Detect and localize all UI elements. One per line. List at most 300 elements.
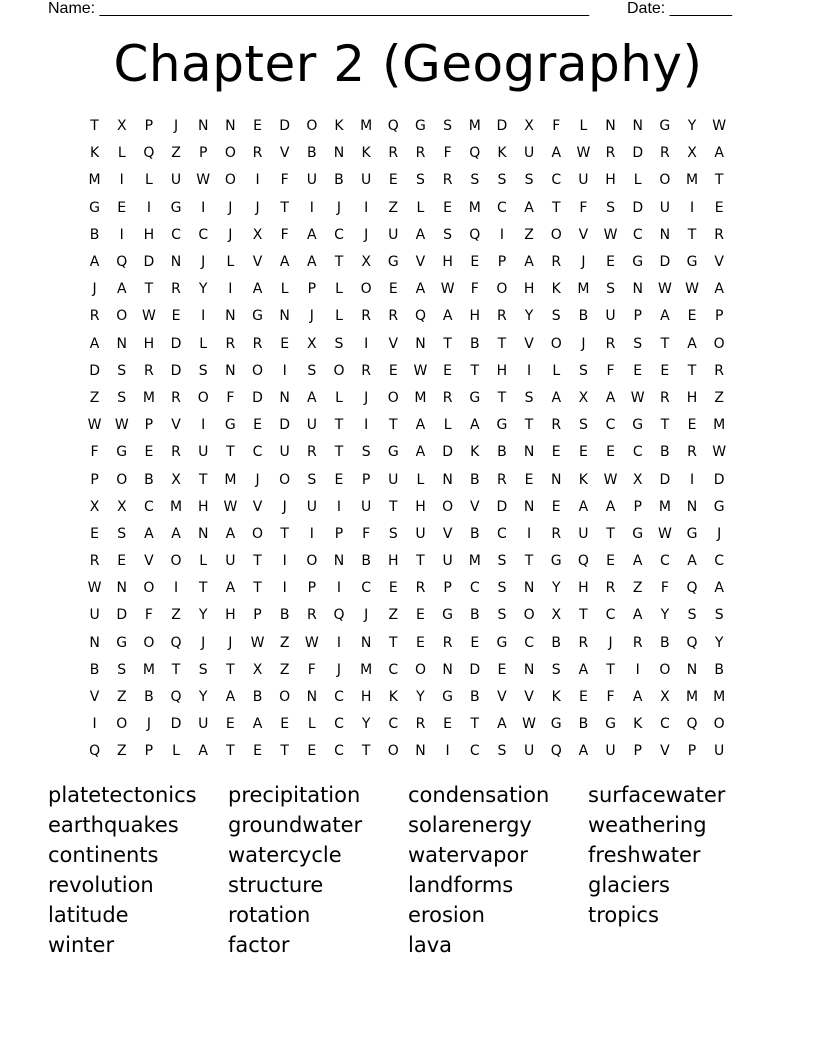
grid-letter: T <box>334 417 344 434</box>
grid-letter: S <box>524 172 534 189</box>
grid-letter: U <box>605 308 616 325</box>
grid-letter: P <box>198 145 208 162</box>
grid-letter: X <box>632 471 643 488</box>
grid-letter: S <box>198 362 208 379</box>
grid-letter: S <box>497 553 507 570</box>
grid-row <box>81 630 733 657</box>
grid-letter: A <box>497 716 507 733</box>
grid-letter: H <box>143 335 155 352</box>
word-bank-column <box>228 780 408 960</box>
grid-letter: E <box>334 471 344 488</box>
grid-letter: I <box>336 580 342 597</box>
grid-letter: M <box>685 689 699 706</box>
grid-letter: R <box>442 389 453 406</box>
grid-row <box>81 602 733 629</box>
grid-letter: E <box>551 498 561 515</box>
grid-letter: I <box>445 743 450 760</box>
grid-letter: R <box>497 471 507 488</box>
grid-letter: B <box>578 716 589 733</box>
word-bank-item: weathering <box>588 813 707 837</box>
grid-letter: H <box>388 553 399 570</box>
grid-letter: T <box>253 553 262 570</box>
grid-letter: Q <box>116 254 128 271</box>
grid-letter: G <box>659 118 671 135</box>
grid-letter: A <box>660 308 670 325</box>
grid-letter: J <box>228 634 233 651</box>
grid-letter: W <box>413 362 428 379</box>
grid-letter: X <box>687 145 697 162</box>
grid-letter: J <box>173 118 179 135</box>
grid-letter: U <box>361 498 372 515</box>
grid-letter: S <box>117 389 127 406</box>
grid-letter: D <box>279 417 291 434</box>
grid-letter: I <box>201 417 206 434</box>
word-bank-item: continents <box>48 843 159 867</box>
grid-letter: P <box>334 525 344 542</box>
grid-letter: H <box>143 226 155 243</box>
grid-letter: R <box>551 417 562 434</box>
grid-letter: R <box>388 145 399 162</box>
grid-letter: U <box>170 172 182 189</box>
grid-letter: Y <box>198 607 208 624</box>
grid-letter: H <box>225 607 236 624</box>
grid-letter: L <box>443 417 452 434</box>
grid-letter: Q <box>469 145 481 162</box>
date-field[interactable]: Date: _______ <box>627 0 732 17</box>
grid-letter: H <box>605 172 616 189</box>
grid-letter: N <box>632 118 643 135</box>
grid-row <box>81 195 733 222</box>
grid-letter: J <box>228 199 233 216</box>
grid-letter: L <box>199 553 208 570</box>
grid-letter: R <box>551 525 562 542</box>
grid-letter: E <box>633 362 643 379</box>
grid-letter: A <box>605 498 616 515</box>
grid-letter: C <box>334 743 344 760</box>
grid-letter: R <box>144 362 154 379</box>
grid-letter: S <box>714 607 724 624</box>
grid-letter: X <box>116 118 127 135</box>
grid-letter: C <box>714 553 725 570</box>
word-search-grid <box>81 113 733 766</box>
grid-letter: K <box>497 145 507 162</box>
grid-letter: F <box>606 362 615 379</box>
grid-letter: R <box>388 308 399 325</box>
grid-letter: E <box>253 118 262 135</box>
grid-letter: U <box>306 172 317 189</box>
grid-letter: P <box>144 743 154 760</box>
grid-letter: E <box>606 254 615 271</box>
grid-letter: G <box>442 607 454 624</box>
grid-letter: N <box>523 580 535 597</box>
word-bank-item: winter <box>48 933 115 957</box>
grid-letter: B <box>89 661 100 678</box>
grid-letter: G <box>415 118 426 135</box>
grid-letter: O <box>387 743 399 760</box>
grid-letter: E <box>307 743 317 760</box>
grid-letter: U <box>279 444 290 461</box>
name-field[interactable]: Name: _______________________________________________________ <box>48 0 589 17</box>
grid-letter: W <box>304 634 319 651</box>
grid-letter: T <box>226 661 235 678</box>
grid-letter: R <box>605 335 616 352</box>
grid-letter: B <box>578 308 589 325</box>
grid-letter: A <box>252 281 263 298</box>
grid-letter: T <box>551 199 561 216</box>
grid-letter: O <box>713 716 725 733</box>
grid-letter: I <box>527 525 532 542</box>
grid-letter: J <box>581 335 586 352</box>
grid-letter: A <box>225 525 236 542</box>
grid-letter: A <box>632 607 643 624</box>
grid-letter: A <box>524 199 534 216</box>
grid-letter: L <box>416 471 425 488</box>
grid-letter: A <box>307 389 317 406</box>
grid-letter: N <box>550 471 562 488</box>
grid-letter: R <box>714 226 725 243</box>
grid-letter: G <box>116 634 128 651</box>
grid-letter: E <box>280 716 290 733</box>
grid-letter: P <box>497 254 507 271</box>
grid-letter: T <box>524 553 534 570</box>
grid-letter: V <box>89 689 100 706</box>
grid-letter: F <box>307 661 316 678</box>
grid-letter: G <box>632 417 644 434</box>
grid-letter: K <box>551 281 561 298</box>
grid-letter: G <box>496 417 508 434</box>
grid-letter: G <box>252 308 263 325</box>
grid-row <box>81 466 733 493</box>
grid-letter: V <box>660 743 670 760</box>
grid-letter: T <box>198 471 208 488</box>
grid-letter: P <box>307 281 317 298</box>
grid-letter: E <box>144 444 154 461</box>
grid-letter: R <box>171 389 181 406</box>
grid-letter: J <box>581 254 586 271</box>
grid-letter: N <box>197 525 209 542</box>
word-bank-column <box>408 780 588 960</box>
grid-letter: T <box>470 716 480 733</box>
grid-letter: U <box>361 172 372 189</box>
grid-letter: R <box>415 716 426 733</box>
grid-letter: A <box>714 145 724 162</box>
grid-letter: C <box>605 607 616 624</box>
grid-letter: X <box>89 498 100 515</box>
grid-letter: A <box>225 689 236 706</box>
grid-row <box>81 439 733 466</box>
grid-letter: D <box>143 254 155 271</box>
grid-letter: I <box>201 308 206 325</box>
grid-letter: O <box>143 634 155 651</box>
grid-letter: E <box>470 254 480 271</box>
grid-letter: A <box>144 525 154 542</box>
grid-letter: L <box>144 172 153 189</box>
grid-letter: A <box>415 226 426 243</box>
grid-letter: B <box>714 661 724 678</box>
grid-letter: N <box>360 634 372 651</box>
grid-letter: O <box>197 389 209 406</box>
grid-letter: M <box>658 498 671 515</box>
grid-letter: D <box>659 254 671 271</box>
grid-letter: A <box>605 389 616 406</box>
word-bank-item: rotation <box>228 903 311 927</box>
grid-letter: V <box>388 335 399 352</box>
word-bank-item: freshwater <box>588 843 701 867</box>
grid-letter: N <box>333 145 345 162</box>
grid-letter: C <box>632 226 643 243</box>
grid-letter: A <box>89 254 100 271</box>
grid-letter: M <box>685 172 699 189</box>
grid-letter: E <box>443 716 453 733</box>
grid-letter: D <box>170 716 182 733</box>
grid-letter: W <box>630 389 645 406</box>
grid-letter: O <box>252 362 264 379</box>
grid-letter: W <box>522 716 536 733</box>
grid-letter: A <box>551 389 562 406</box>
grid-letter: X <box>660 689 670 706</box>
grid-letter: Z <box>632 580 643 597</box>
grid-letter: L <box>280 281 289 298</box>
word-bank-item: watercycle <box>228 843 342 867</box>
grid-letter: J <box>309 308 314 325</box>
grid-letter: W <box>712 118 727 135</box>
grid-letter: I <box>173 580 179 597</box>
grid-letter: A <box>578 498 589 515</box>
grid-letter: M <box>142 661 155 678</box>
grid-letter: O <box>442 498 454 515</box>
grid-letter: I <box>146 199 151 216</box>
grid-letter: K <box>334 118 344 135</box>
grid-letter: M <box>224 471 237 488</box>
grid-letter: A <box>171 525 181 542</box>
grid-letter: G <box>686 254 698 271</box>
grid-letter: O <box>523 607 535 624</box>
grid-letter: O <box>659 172 671 189</box>
grid-row <box>81 657 733 684</box>
grid-letter: I <box>282 362 287 379</box>
grid-letter: T <box>687 362 697 379</box>
grid-letter: T <box>334 254 344 271</box>
grid-letter: P <box>361 471 371 488</box>
grid-letter: M <box>170 498 183 515</box>
grid-letter: Z <box>524 226 534 243</box>
grid-letter: O <box>143 580 155 597</box>
grid-letter: Y <box>416 689 425 706</box>
grid-letter: A <box>415 281 426 298</box>
grid-letter: O <box>224 145 236 162</box>
grid-letter: T <box>524 417 534 434</box>
grid-letter: F <box>606 689 615 706</box>
grid-letter: I <box>119 226 124 243</box>
grid-letter: S <box>606 199 615 216</box>
grid-letter: R <box>442 634 453 651</box>
grid-letter: J <box>228 226 233 243</box>
grid-letter: S <box>388 525 398 542</box>
grid-letter: E <box>280 335 290 352</box>
grid-letter: N <box>523 661 535 678</box>
word-bank-item: precipitation <box>228 783 361 807</box>
grid-letter: D <box>252 389 263 406</box>
grid-letter: C <box>659 553 670 570</box>
grid-letter: H <box>197 498 209 515</box>
grid-letter: Q <box>170 634 182 651</box>
grid-letter: T <box>714 172 724 189</box>
grid-letter: F <box>579 199 588 216</box>
grid-letter: U <box>578 525 589 542</box>
grid-letter: H <box>415 498 426 515</box>
grid-letter: N <box>442 471 453 488</box>
grid-letter: S <box>470 172 480 189</box>
grid-letter: K <box>388 689 398 706</box>
grid-letter: T <box>579 607 588 624</box>
grid-letter: S <box>606 281 615 298</box>
grid-letter: U <box>415 525 426 542</box>
grid-letter: W <box>141 308 156 325</box>
grid-letter: W <box>603 226 618 243</box>
grid-letter: Q <box>414 308 426 325</box>
grid-letter: Y <box>551 580 561 597</box>
grid-letter: J <box>255 199 260 216</box>
grid-letter: U <box>714 743 725 760</box>
grid-letter: U <box>198 444 209 461</box>
grid-letter: Q <box>333 607 345 624</box>
grid-letter: G <box>387 254 399 271</box>
grid-letter: V <box>524 335 534 352</box>
grid-letter: B <box>551 634 562 651</box>
grid-letter: G <box>550 716 562 733</box>
grid-letter: T <box>389 417 398 434</box>
grid-letter: J <box>92 281 97 298</box>
grid-letter: T <box>660 335 670 352</box>
grid-letter: O <box>306 553 318 570</box>
grid-letter: H <box>360 689 372 706</box>
grid-letter: N <box>170 254 182 271</box>
grid-letter: T <box>90 118 99 135</box>
grid-letter: E <box>606 444 615 461</box>
grid-letter: S <box>551 661 561 678</box>
grid-letter: E <box>524 471 534 488</box>
grid-letter: Z <box>171 607 181 624</box>
grid-row <box>81 548 733 575</box>
grid-letter: S <box>198 661 208 678</box>
grid-letter: O <box>116 308 128 325</box>
grid-letter: W <box>223 498 238 515</box>
grid-letter: S <box>334 335 344 352</box>
grid-letter: S <box>578 417 588 434</box>
grid-letter: E <box>443 362 453 379</box>
grid-letter: N <box>197 118 209 135</box>
grid-letter: A <box>714 580 724 597</box>
grid-row <box>81 385 733 412</box>
grid-letter: X <box>116 498 127 515</box>
grid-letter: I <box>499 226 504 243</box>
grid-letter: E <box>578 444 588 461</box>
grid-letter: N <box>279 389 290 406</box>
grid-letter: E <box>117 553 127 570</box>
grid-letter: N <box>333 553 345 570</box>
grid-letter: F <box>443 145 452 162</box>
grid-letter: X <box>524 118 534 135</box>
grid-letter: B <box>144 471 154 488</box>
grid-letter: J <box>364 389 369 406</box>
grid-letter: T <box>334 444 344 461</box>
grid-letter: V <box>252 498 263 515</box>
grid-letter: O <box>306 118 318 135</box>
grid-letter: R <box>551 254 562 271</box>
grid-letter: A <box>551 145 562 162</box>
grid-letter: B <box>469 607 480 624</box>
grid-letter: D <box>442 444 453 461</box>
grid-letter: F <box>470 281 479 298</box>
grid-letter: N <box>116 335 127 352</box>
grid-letter: D <box>713 471 725 488</box>
grid-letter: P <box>144 417 154 434</box>
grid-letter: E <box>253 417 262 434</box>
grid-letter: T <box>171 661 181 678</box>
grid-letter: F <box>90 444 99 461</box>
grid-letter: A <box>632 689 643 706</box>
grid-letter: E <box>551 444 561 461</box>
grid-letter: B <box>144 689 154 706</box>
grid-letter: T <box>280 199 289 216</box>
grid-letter: Y <box>660 607 670 624</box>
grid-letter: X <box>252 226 263 243</box>
grid-letter: A <box>687 553 697 570</box>
grid-letter: W <box>196 172 211 189</box>
grid-letter: I <box>228 281 233 298</box>
grid-letter: M <box>713 417 726 434</box>
grid-letter: Q <box>686 634 698 651</box>
grid-letter: S <box>117 661 127 678</box>
grid-letter: G <box>224 417 236 434</box>
grid-letter: I <box>689 199 695 216</box>
grid-letter: U <box>523 743 535 760</box>
grid-letter: C <box>361 580 372 597</box>
grid-letter: M <box>360 661 373 678</box>
grid-row <box>81 358 733 385</box>
grid-letter: L <box>117 145 126 162</box>
grid-letter: R <box>89 308 100 325</box>
word-bank-item: condensation <box>408 783 550 807</box>
grid-letter: C <box>497 199 507 216</box>
grid-letter: S <box>117 362 127 379</box>
grid-letter: T <box>361 743 371 760</box>
grid-letter: C <box>524 634 534 651</box>
grid-row <box>81 684 733 711</box>
grid-letter: X <box>252 661 263 678</box>
grid-letter: I <box>282 553 287 570</box>
grid-letter: A <box>225 580 236 597</box>
grid-letter: B <box>361 553 371 570</box>
grid-letter: K <box>578 471 588 488</box>
grid-letter: T <box>389 634 398 651</box>
grid-letter: V <box>442 525 453 542</box>
grid-letter: O <box>550 226 562 243</box>
grid-letter: N <box>442 661 453 678</box>
grid-letter: O <box>360 281 372 298</box>
grid-letter: M <box>468 553 481 570</box>
grid-letter: Z <box>279 634 290 651</box>
grid-letter: W <box>685 281 699 298</box>
word-bank-item: earthquakes <box>48 813 179 837</box>
grid-row <box>81 167 733 194</box>
word-bank-item: glaciers <box>588 873 670 897</box>
grid-letter: S <box>307 471 317 488</box>
grid-letter: S <box>578 362 588 379</box>
grid-letter: E <box>225 716 235 733</box>
grid-letter: S <box>551 308 561 325</box>
grid-letter: D <box>632 199 644 216</box>
